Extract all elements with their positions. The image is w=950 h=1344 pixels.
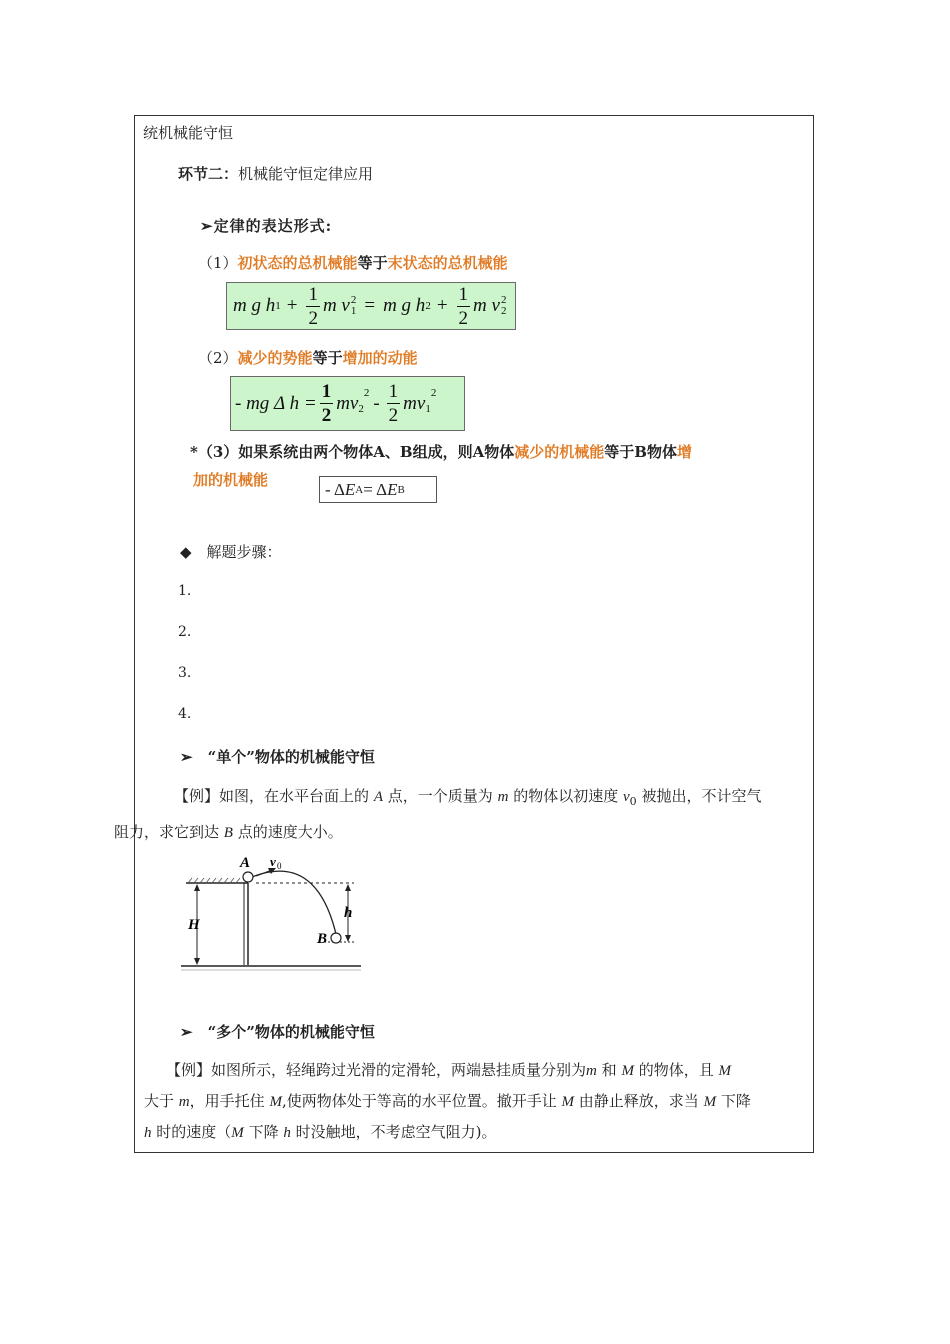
step-2: 2.: [178, 624, 192, 640]
law-item-1-num: （1）: [198, 254, 238, 272]
header-fragment: 统机械能守恒: [143, 124, 234, 142]
law-item-1-mid: 等于: [357, 254, 388, 272]
equation-2: - mg Δ h = $\frac{1}{2}$ mv $_2$ 2 - $\frac{1}{2}$ mv $_1$ 2: [230, 376, 465, 431]
law-item-2-a: 减少的势能: [237, 349, 313, 367]
projectile-figure: [176, 850, 366, 975]
law-item-2-num: （2）: [198, 349, 238, 367]
single-heading: ➢ “单个”物体的机械能守恒: [180, 748, 375, 766]
equation-1-half-a: $\frac{1}{2}$: [308, 283, 318, 329]
equation-1: m g h 1 + $\frac{1}{2}$ m v 2 1 = m g h 2 + $\frac{1}{2}$ m v 2 2: [226, 282, 516, 330]
section-text: 机械能守恒定律应用: [238, 165, 374, 183]
step-3: 3.: [178, 665, 192, 681]
multi-example: 【例】如图所示，轻绳跨过光滑的定滑轮，两端悬挂质量分别为m 和 M 的物体，且 M 大于 m，用手托住 M,使两物体处于等高的水平位置。撤开手让 M 由静止释放，求当 M 下降 h 时的速度（M 下降 h 时没触地，不考虑空气阻力)。: [144, 1061, 751, 1141]
law-item-2: [198, 347, 418, 368]
law-item-3-cont: 加的机械能: [193, 471, 269, 489]
law-item-2-mid: 等于: [312, 349, 343, 367]
step-1: 1.: [178, 583, 192, 599]
figure-label-v0-sub: 0: [277, 861, 282, 871]
equation-1-half-b: $\frac{1}{2}$: [458, 283, 469, 329]
steps-heading: ◆ 解题步骤：: [180, 543, 282, 561]
law-heading: ➢定律的表达形式:: [200, 217, 333, 235]
figure-label-h: h: [344, 905, 353, 921]
figure-label-a: A: [240, 855, 251, 871]
single-example: 【例】如图，在水平台面上的 A 点，一个质量为 m 的物体以初速度 $v_0$ 被抛出，不计空气 阻力，求它到达 B 点的速度大小。: [114, 787, 762, 841]
law-item-1-b: 末状态的总机械能: [387, 254, 508, 272]
multi-heading: ➢ “多个”物体的机械能守恒: [180, 1023, 375, 1041]
equation-3: - Δ E A = Δ E B: [319, 476, 437, 503]
section-label: 环节二：: [178, 165, 239, 183]
figure-label-H: H: [188, 917, 200, 933]
law-item-3: *（3）如果系统由两个物体A、B组成，则A物体减少的机械能等于B物体增: [190, 443, 692, 461]
section-title: [178, 163, 373, 184]
figure-label-b: B: [317, 931, 328, 947]
step-4: 4.: [178, 706, 192, 722]
law-item-1: [198, 252, 508, 273]
law-item-1-a: 初状态的总机械能: [237, 254, 358, 272]
law-item-2-b: 增加的动能: [342, 349, 418, 367]
figure-label-v0: v: [270, 854, 276, 869]
